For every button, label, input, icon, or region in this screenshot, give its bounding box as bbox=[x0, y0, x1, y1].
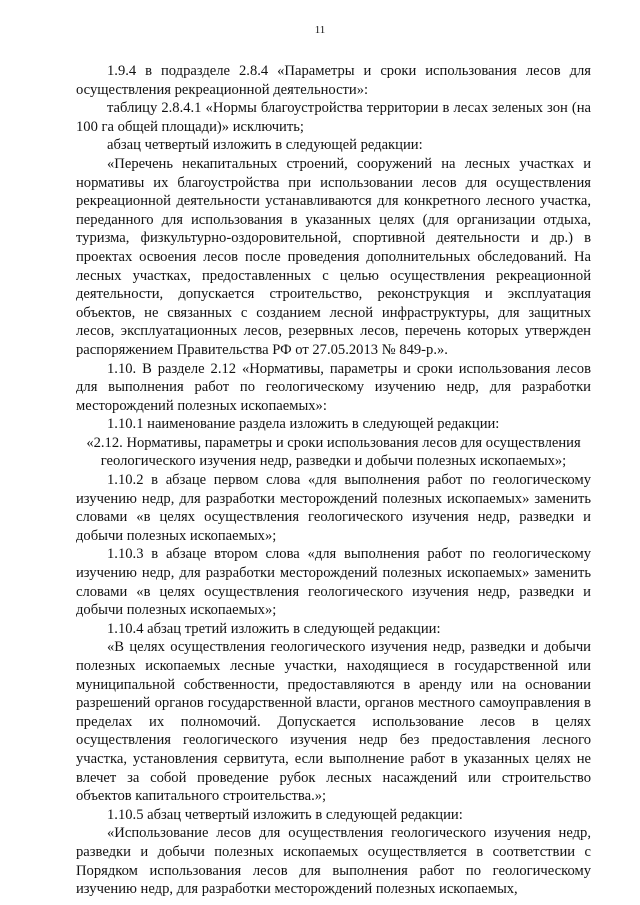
paragraph-usage-quote: «Использование лесов для осуществления геологического изучения недр, разведки и добычи полезных ископаемых осуществляется в соответствии с Порядком использования лесов для выполнения работ по геологическому изучению недр, для разработки месторождений полезных ископаемых, bbox=[76, 825, 591, 898]
paragraph-abzac-4-intro: абзац четвертый изложить в следующей редакции: bbox=[107, 137, 423, 154]
page-number: 11 bbox=[314, 24, 326, 36]
paragraph-1-10-4: 1.10.4 абзац третий изложить в следующей редакции: bbox=[107, 620, 441, 637]
paragraph-1-10-3: 1.10.3 в абзаце втором слова «для выполнения работ по геологическому изучению недр, для разработки месторождений полезных ископаемых» заменить словами «в целях осуществления геологического изучения недр, разведки и добычи полезных ископаемых»; bbox=[76, 546, 591, 619]
paragraph-recreation-quote: «Перечень некапитальных строений, сооружений на лесных участках и нормативы их благоустройства при использовании лесов для осуществления рекреационной деятельности устанавливаются для конкретного лесного участка, переданного для использования в указанных целях (для организации отдыха, туризма, физкультурно-оздоровительной, спортивной деятельности и др.) в проектах освоения лесов после проведения дополнительных обследований. На лесных участках, предоставленных с целью осуществления рекреационной деятельности, допускается строительство, реконструкция и эксплуатация объектов, не связанных с созданием лесной инфраструктуры, для защитных лесов, эксплуатационных лесов, резервных лесов, перечень которых утвержден распоряжением Правительства РФ от 27.05.2013 № 849-р.». bbox=[76, 155, 591, 358]
paragraph-1-9-4: 1.9.4 в подразделе 2.8.4 «Параметры и сроки использования лесов для осуществления рекреационной деятельности»: bbox=[76, 63, 591, 98]
section-title-quote: «2.12. Нормативы, параметры и сроки использования лесов для осуществления геологического изучения недр, разведки и добычи полезных ископаемых»; bbox=[86, 434, 581, 470]
paragraph-1-10: 1.10. В разделе 2.12 «Нормативы, параметры и сроки использования лесов для выполнения работ по геологическому изучению недр, для разработки месторождений полезных ископаемых»: bbox=[76, 360, 591, 414]
document-body bbox=[76, 62, 591, 899]
paragraph-1-10-1: 1.10.1 наименование раздела изложить в следующей редакции: bbox=[107, 416, 500, 433]
paragraph-table-exclusion: таблицу 2.8.4.1 «Нормы благоустройства территории в лесах зеленых зон (на 100 га общей площади)» исключить; bbox=[76, 100, 591, 135]
paragraph-1-10-5: 1.10.5 абзац четвертый изложить в следующей редакции: bbox=[107, 806, 463, 823]
paragraph-1-10-2: 1.10.2 в абзаце первом слова «для выполнения работ по геологическому изучению недр, для разработки месторождений полезных ископаемых» заменить словами «в целях осуществления геологического изучения недр, разведки и добычи полезных ископаемых»; bbox=[76, 472, 591, 544]
paragraph-geology-quote: «В целях осуществления геологического изучения недр, разведки и добычи полезных ископаемых лесные участки, находящиеся в государственной или муниципальной собственности, предоставляются в аренду или на основании разрешений органов государственной власти, органов местного самоуправления в пределах их полномочий. Допускается использование лесов в целях осуществления геологического изучения недр без предоставления лесного участка, установления сервитута, если выполнение работ в указанных целях не влечет за собой проведение рубок лесных насаждений или строительство объектов капитального строительства.»; bbox=[76, 639, 591, 805]
